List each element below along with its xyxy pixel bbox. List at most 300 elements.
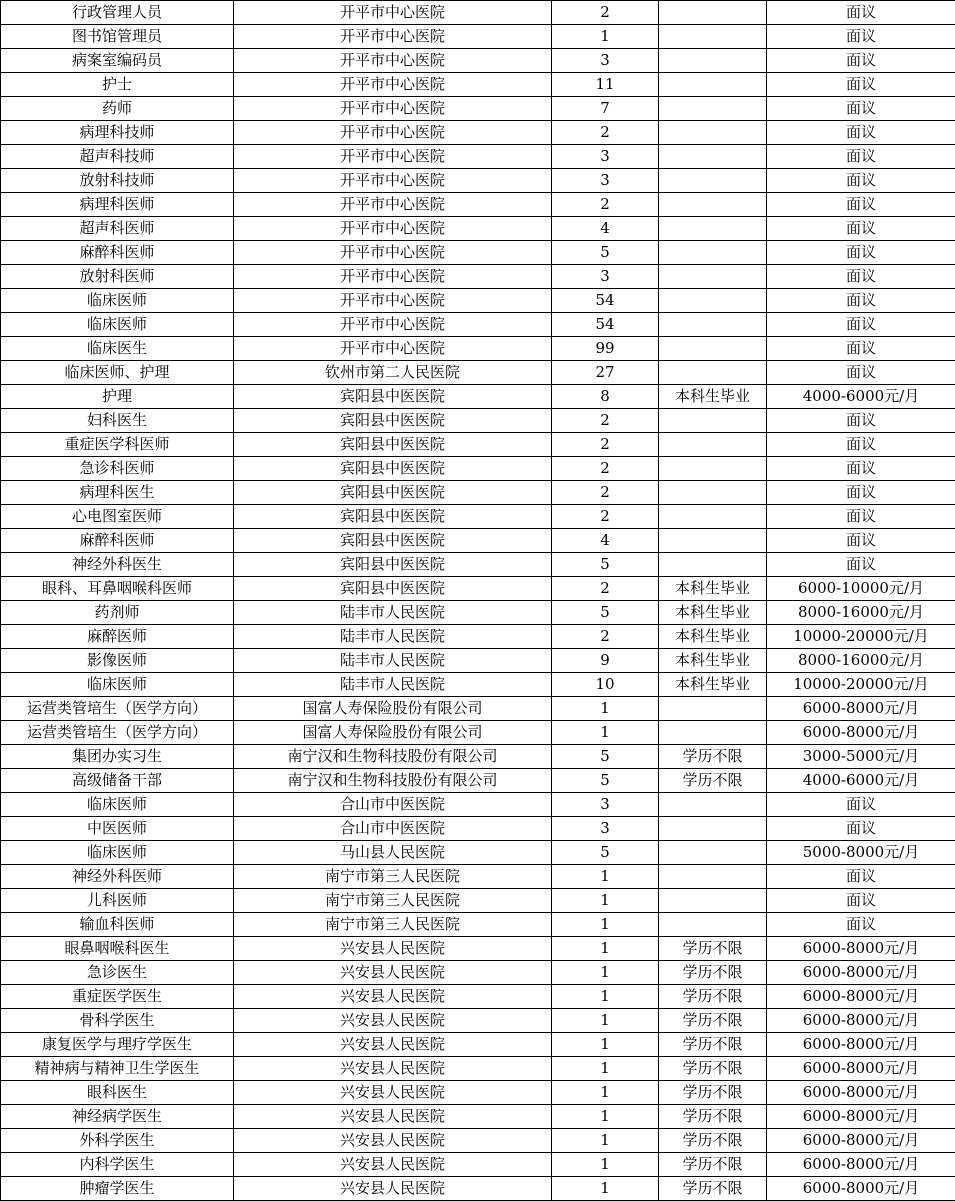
cell-position: 护士 [1, 73, 234, 97]
cell-headcount: 99 [552, 337, 659, 361]
table-row [1, 49, 955, 73]
cell-salary: 6000-8000元/月 [767, 721, 955, 745]
cell-education: 学历不限 [659, 769, 767, 793]
cell-education [659, 553, 767, 577]
cell-employer: 开平市中心医院 [234, 121, 552, 145]
table-row [1, 73, 955, 97]
table-row [1, 601, 955, 625]
cell-education: 本科生毕业 [659, 649, 767, 673]
cell-education [659, 289, 767, 313]
cell-education [659, 361, 767, 385]
cell-education: 本科生毕业 [659, 673, 767, 697]
cell-headcount: 1 [552, 1129, 659, 1153]
cell-position: 临床医师 [1, 841, 234, 865]
cell-salary: 6000-8000元/月 [767, 1033, 955, 1057]
cell-salary: 6000-8000元/月 [767, 1177, 955, 1201]
table-row [1, 289, 955, 313]
cell-headcount: 10 [552, 673, 659, 697]
cell-education [659, 505, 767, 529]
cell-position: 临床医师 [1, 313, 234, 337]
cell-position: 放射科医师 [1, 265, 234, 289]
cell-employer: 宾阳县中医医院 [234, 553, 552, 577]
cell-headcount: 2 [552, 625, 659, 649]
table-row [1, 169, 955, 193]
table-row [1, 913, 955, 937]
cell-headcount: 3 [552, 793, 659, 817]
cell-employer: 宾阳县中医医院 [234, 409, 552, 433]
cell-headcount: 1 [552, 1033, 659, 1057]
cell-education [659, 265, 767, 289]
cell-employer: 开平市中心医院 [234, 73, 552, 97]
cell-education [659, 793, 767, 817]
cell-salary: 面议 [767, 289, 955, 313]
cell-position: 药剂师 [1, 601, 234, 625]
table-row [1, 625, 955, 649]
table-row [1, 649, 955, 673]
cell-position: 心电图室医师 [1, 505, 234, 529]
table-row [1, 817, 955, 841]
cell-education [659, 841, 767, 865]
cell-salary: 3000-5000元/月 [767, 745, 955, 769]
cell-education [659, 889, 767, 913]
cell-salary: 面议 [767, 1, 955, 25]
cell-education [659, 145, 767, 169]
cell-salary: 面议 [767, 313, 955, 337]
cell-headcount: 1 [552, 913, 659, 937]
cell-salary: 6000-8000元/月 [767, 985, 955, 1009]
table-row [1, 673, 955, 697]
cell-position: 超声科医师 [1, 217, 234, 241]
cell-position: 麻醉科医师 [1, 241, 234, 265]
cell-position: 妇科医生 [1, 409, 234, 433]
cell-salary: 面议 [767, 337, 955, 361]
cell-headcount: 3 [552, 49, 659, 73]
cell-education [659, 913, 767, 937]
cell-headcount: 3 [552, 265, 659, 289]
table-row [1, 121, 955, 145]
table-row [1, 193, 955, 217]
cell-education: 学历不限 [659, 961, 767, 985]
cell-education [659, 433, 767, 457]
cell-salary: 面议 [767, 793, 955, 817]
cell-employer: 宾阳县中医医院 [234, 505, 552, 529]
cell-position: 病理科技师 [1, 121, 234, 145]
cell-employer: 合山市中医医院 [234, 817, 552, 841]
cell-headcount: 11 [552, 73, 659, 97]
cell-salary: 4000-6000元/月 [767, 769, 955, 793]
cell-salary: 面议 [767, 409, 955, 433]
cell-position: 病案室编码员 [1, 49, 234, 73]
cell-employer: 宾阳县中医医院 [234, 529, 552, 553]
cell-salary: 面议 [767, 217, 955, 241]
cell-salary: 面议 [767, 817, 955, 841]
cell-position: 中医医师 [1, 817, 234, 841]
cell-education [659, 817, 767, 841]
cell-headcount: 2 [552, 1, 659, 25]
table-row [1, 265, 955, 289]
cell-salary: 面议 [767, 553, 955, 577]
cell-headcount: 2 [552, 505, 659, 529]
cell-position: 麻醉科医师 [1, 529, 234, 553]
cell-salary: 面议 [767, 505, 955, 529]
table-row [1, 1033, 955, 1057]
cell-headcount: 5 [552, 553, 659, 577]
table-row [1, 313, 955, 337]
cell-education [659, 169, 767, 193]
cell-headcount: 5 [552, 601, 659, 625]
cell-headcount: 2 [552, 193, 659, 217]
cell-headcount: 2 [552, 457, 659, 481]
table-row [1, 1177, 955, 1201]
table-row [1, 841, 955, 865]
cell-position: 运营类管培生（医学方向） [1, 721, 234, 745]
table-row [1, 457, 955, 481]
table-row [1, 1129, 955, 1153]
cell-employer: 开平市中心医院 [234, 25, 552, 49]
cell-employer: 兴安县人民医院 [234, 1177, 552, 1201]
cell-headcount: 1 [552, 1057, 659, 1081]
cell-salary: 8000-16000元/月 [767, 601, 955, 625]
table-row [1, 721, 955, 745]
cell-headcount: 3 [552, 145, 659, 169]
cell-employer: 宾阳县中医医院 [234, 457, 552, 481]
cell-headcount: 54 [552, 313, 659, 337]
cell-employer: 陆丰市人民医院 [234, 601, 552, 625]
cell-salary: 面议 [767, 241, 955, 265]
table-row [1, 553, 955, 577]
cell-education [659, 217, 767, 241]
cell-position: 神经外科医生 [1, 553, 234, 577]
cell-headcount: 5 [552, 745, 659, 769]
table-row [1, 1057, 955, 1081]
cell-headcount: 1 [552, 1105, 659, 1129]
cell-education [659, 409, 767, 433]
cell-employer: 兴安县人民医院 [234, 1105, 552, 1129]
cell-salary: 面议 [767, 97, 955, 121]
cell-position: 重症医学医生 [1, 985, 234, 1009]
cell-employer: 兴安县人民医院 [234, 1129, 552, 1153]
table-row [1, 1009, 955, 1033]
cell-education [659, 337, 767, 361]
cell-salary: 面议 [767, 361, 955, 385]
cell-headcount: 8 [552, 385, 659, 409]
cell-employer: 兴安县人民医院 [234, 1033, 552, 1057]
cell-position: 护理 [1, 385, 234, 409]
cell-salary: 面议 [767, 49, 955, 73]
cell-position: 临床医师、护理 [1, 361, 234, 385]
cell-position: 骨科学医生 [1, 1009, 234, 1033]
table-row [1, 433, 955, 457]
cell-headcount: 1 [552, 697, 659, 721]
cell-headcount: 1 [552, 1081, 659, 1105]
cell-education: 本科生毕业 [659, 577, 767, 601]
cell-employer: 开平市中心医院 [234, 193, 552, 217]
cell-education: 学历不限 [659, 1177, 767, 1201]
cell-position: 临床医师 [1, 673, 234, 697]
cell-position: 运营类管培生（医学方向） [1, 697, 234, 721]
cell-employer: 钦州市第二人民医院 [234, 361, 552, 385]
cell-education [659, 313, 767, 337]
cell-headcount: 2 [552, 121, 659, 145]
cell-employer: 开平市中心医院 [234, 337, 552, 361]
cell-education [659, 97, 767, 121]
cell-salary: 面议 [767, 121, 955, 145]
cell-salary: 10000-20000元/月 [767, 625, 955, 649]
cell-education: 学历不限 [659, 745, 767, 769]
cell-salary: 面议 [767, 529, 955, 553]
cell-education [659, 49, 767, 73]
cell-salary: 面议 [767, 169, 955, 193]
cell-education: 学历不限 [659, 1033, 767, 1057]
cell-position: 超声科技师 [1, 145, 234, 169]
table-row [1, 697, 955, 721]
cell-employer: 兴安县人民医院 [234, 1081, 552, 1105]
cell-position: 集团办实习生 [1, 745, 234, 769]
table-row [1, 145, 955, 169]
cell-education [659, 457, 767, 481]
cell-employer: 南宁汉和生物科技股份有限公司 [234, 769, 552, 793]
cell-education: 本科生毕业 [659, 385, 767, 409]
table-row [1, 745, 955, 769]
cell-position: 临床医生 [1, 337, 234, 361]
cell-education [659, 1, 767, 25]
cell-headcount: 5 [552, 769, 659, 793]
cell-employer: 开平市中心医院 [234, 97, 552, 121]
cell-education [659, 193, 767, 217]
table-row [1, 937, 955, 961]
cell-salary: 4000-6000元/月 [767, 385, 955, 409]
cell-headcount: 54 [552, 289, 659, 313]
cell-position: 药师 [1, 97, 234, 121]
cell-employer: 兴安县人民医院 [234, 985, 552, 1009]
cell-salary: 6000-8000元/月 [767, 1057, 955, 1081]
cell-employer: 开平市中心医院 [234, 145, 552, 169]
cell-salary: 6000-8000元/月 [767, 961, 955, 985]
cell-employer: 南宁汉和生物科技股份有限公司 [234, 745, 552, 769]
cell-education: 学历不限 [659, 1129, 767, 1153]
cell-salary: 6000-8000元/月 [767, 697, 955, 721]
cell-education [659, 529, 767, 553]
cell-employer: 宾阳县中医医院 [234, 577, 552, 601]
cell-position: 儿科医师 [1, 889, 234, 913]
cell-headcount: 1 [552, 961, 659, 985]
cell-salary: 6000-8000元/月 [767, 1105, 955, 1129]
cell-salary: 面议 [767, 145, 955, 169]
table-row [1, 241, 955, 265]
cell-employer: 宾阳县中医医院 [234, 433, 552, 457]
cell-employer: 陆丰市人民医院 [234, 625, 552, 649]
cell-position: 病理科医师 [1, 193, 234, 217]
cell-headcount: 1 [552, 985, 659, 1009]
cell-position: 高级储备干部 [1, 769, 234, 793]
cell-position: 外科学医生 [1, 1129, 234, 1153]
cell-salary: 面议 [767, 193, 955, 217]
table-row [1, 1081, 955, 1105]
cell-education: 学历不限 [659, 1009, 767, 1033]
cell-salary: 面议 [767, 865, 955, 889]
cell-position: 麻醉医师 [1, 625, 234, 649]
cell-education: 学历不限 [659, 937, 767, 961]
cell-position: 精神病与精神卫生学医生 [1, 1057, 234, 1081]
table-row [1, 217, 955, 241]
cell-employer: 兴安县人民医院 [234, 1153, 552, 1177]
cell-employer: 南宁市第三人民医院 [234, 865, 552, 889]
cell-employer: 陆丰市人民医院 [234, 673, 552, 697]
cell-employer: 马山县人民医院 [234, 841, 552, 865]
cell-headcount: 5 [552, 841, 659, 865]
cell-headcount: 1 [552, 1153, 659, 1177]
cell-position: 内科学医生 [1, 1153, 234, 1177]
cell-headcount: 2 [552, 433, 659, 457]
cell-position: 神经外科医师 [1, 865, 234, 889]
cell-position: 行政管理人员 [1, 1, 234, 25]
cell-headcount: 1 [552, 721, 659, 745]
cell-education: 学历不限 [659, 1057, 767, 1081]
cell-employer: 开平市中心医院 [234, 313, 552, 337]
cell-position: 眼科、耳鼻咽喉科医师 [1, 577, 234, 601]
cell-headcount: 2 [552, 481, 659, 505]
cell-position: 肿瘤学医生 [1, 1177, 234, 1201]
table-row [1, 361, 955, 385]
cell-position: 临床医师 [1, 289, 234, 313]
cell-position: 病理科医生 [1, 481, 234, 505]
cell-employer: 宾阳县中医医院 [234, 481, 552, 505]
cell-headcount: 7 [552, 97, 659, 121]
cell-education [659, 865, 767, 889]
cell-salary: 6000-10000元/月 [767, 577, 955, 601]
table-row [1, 865, 955, 889]
table-row [1, 481, 955, 505]
cell-employer: 开平市中心医院 [234, 217, 552, 241]
cell-employer: 兴安县人民医院 [234, 937, 552, 961]
cell-salary: 6000-8000元/月 [767, 1129, 955, 1153]
cell-headcount: 1 [552, 865, 659, 889]
cell-salary: 10000-20000元/月 [767, 673, 955, 697]
cell-headcount: 2 [552, 409, 659, 433]
table-row [1, 337, 955, 361]
cell-position: 临床医师 [1, 793, 234, 817]
cell-headcount: 1 [552, 937, 659, 961]
cell-position: 康复医学与理疗学医生 [1, 1033, 234, 1057]
cell-salary: 面议 [767, 481, 955, 505]
cell-headcount: 3 [552, 169, 659, 193]
cell-education: 学历不限 [659, 985, 767, 1009]
cell-salary: 面议 [767, 457, 955, 481]
cell-employer: 国富人寿保险股份有限公司 [234, 697, 552, 721]
cell-education [659, 121, 767, 145]
cell-education: 本科生毕业 [659, 625, 767, 649]
table-row [1, 529, 955, 553]
table-row [1, 1153, 955, 1177]
cell-headcount: 4 [552, 217, 659, 241]
table-row [1, 505, 955, 529]
cell-employer: 开平市中心医院 [234, 289, 552, 313]
cell-education: 本科生毕业 [659, 601, 767, 625]
cell-salary: 6000-8000元/月 [767, 1081, 955, 1105]
cell-headcount: 4 [552, 529, 659, 553]
cell-employer: 陆丰市人民医院 [234, 649, 552, 673]
cell-education: 学历不限 [659, 1153, 767, 1177]
cell-position: 放射科技师 [1, 169, 234, 193]
cell-headcount: 1 [552, 889, 659, 913]
cell-position: 眼科医生 [1, 1081, 234, 1105]
cell-education [659, 721, 767, 745]
cell-employer: 开平市中心医院 [234, 1, 552, 25]
cell-headcount: 5 [552, 241, 659, 265]
table-row [1, 961, 955, 985]
cell-salary: 面议 [767, 73, 955, 97]
cell-salary: 面议 [767, 265, 955, 289]
cell-employer: 南宁市第三人民医院 [234, 913, 552, 937]
table-row [1, 1, 955, 25]
cell-position: 影像医师 [1, 649, 234, 673]
cell-employer: 开平市中心医院 [234, 49, 552, 73]
cell-employer: 开平市中心医院 [234, 241, 552, 265]
cell-employer: 国富人寿保险股份有限公司 [234, 721, 552, 745]
table-row [1, 385, 955, 409]
cell-headcount: 1 [552, 1009, 659, 1033]
cell-position: 眼鼻咽喉科医生 [1, 937, 234, 961]
cell-position: 图书馆管理员 [1, 25, 234, 49]
cell-employer: 开平市中心医院 [234, 169, 552, 193]
cell-education [659, 241, 767, 265]
cell-headcount: 3 [552, 817, 659, 841]
cell-position: 重症医学科医师 [1, 433, 234, 457]
cell-education [659, 697, 767, 721]
table-row [1, 769, 955, 793]
cell-salary: 6000-8000元/月 [767, 937, 955, 961]
cell-salary: 6000-8000元/月 [767, 1153, 955, 1177]
cell-employer: 合山市中医医院 [234, 793, 552, 817]
cell-employer: 兴安县人民医院 [234, 961, 552, 985]
table-row [1, 985, 955, 1009]
cell-headcount: 2 [552, 577, 659, 601]
cell-education [659, 481, 767, 505]
cell-salary: 面议 [767, 25, 955, 49]
cell-employer: 兴安县人民医院 [234, 1057, 552, 1081]
cell-salary: 面议 [767, 433, 955, 457]
cell-position: 急诊科医师 [1, 457, 234, 481]
cell-headcount: 1 [552, 25, 659, 49]
cell-education: 学历不限 [659, 1105, 767, 1129]
cell-salary: 面议 [767, 889, 955, 913]
cell-employer: 开平市中心医院 [234, 265, 552, 289]
table-row [1, 97, 955, 121]
cell-headcount: 27 [552, 361, 659, 385]
table-row [1, 577, 955, 601]
table-row [1, 25, 955, 49]
cell-position: 神经病学医生 [1, 1105, 234, 1129]
cell-employer: 南宁市第三人民医院 [234, 889, 552, 913]
cell-salary: 5000-8000元/月 [767, 841, 955, 865]
cell-employer: 兴安县人民医院 [234, 1009, 552, 1033]
cell-education [659, 73, 767, 97]
table-row [1, 1105, 955, 1129]
cell-salary: 面议 [767, 913, 955, 937]
table-row [1, 793, 955, 817]
table-row [1, 889, 955, 913]
cell-education [659, 25, 767, 49]
cell-headcount: 9 [552, 649, 659, 673]
cell-employer: 宾阳县中医医院 [234, 385, 552, 409]
cell-salary: 6000-8000元/月 [767, 1009, 955, 1033]
table-row [1, 409, 955, 433]
cell-headcount: 1 [552, 1177, 659, 1201]
cell-salary: 8000-16000元/月 [767, 649, 955, 673]
cell-education: 学历不限 [659, 1081, 767, 1105]
cell-position: 急诊医生 [1, 961, 234, 985]
cell-position: 输血科医师 [1, 913, 234, 937]
